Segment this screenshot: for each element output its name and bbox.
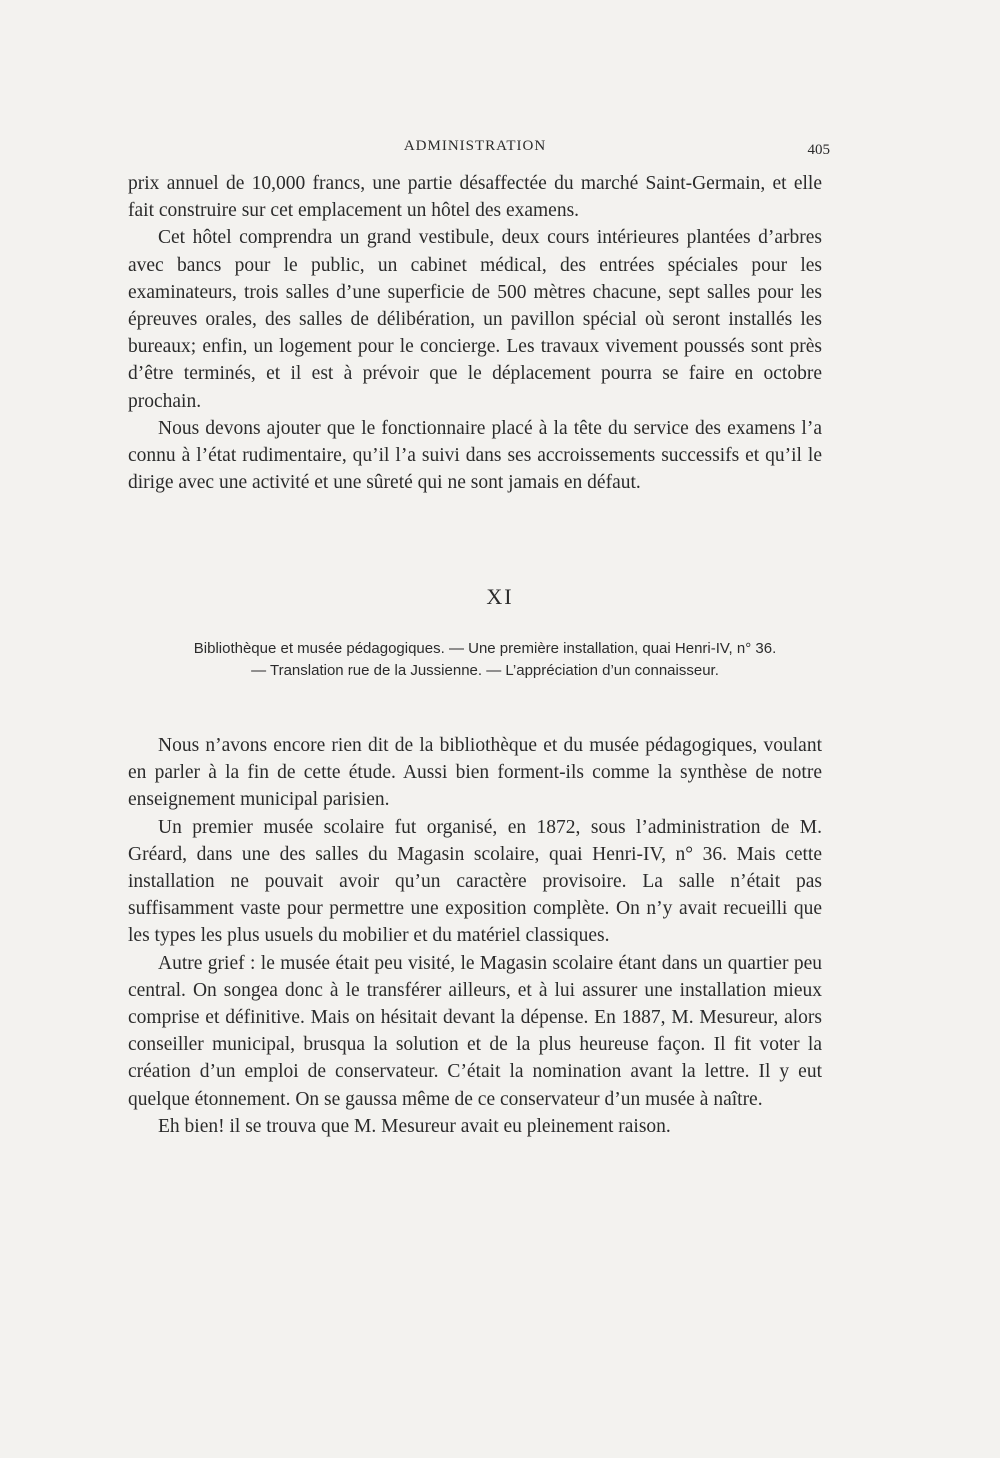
paragraph: prix annuel de 10,000 francs, une partie désaffectée du marché Saint-Germain, et elle fait construire sur cet emplacement un hôtel des examens. [128,173,822,222]
summary-line: Bibliothèque et musée pédagogiques. — Une première installation, quai Henri-IV, n° 36. [193,640,777,657]
text-block-section-xi [128,732,822,1140]
running-title: ADMINISTRATION [403,138,547,154]
text-block-continuation [128,170,822,496]
paragraph: Cet hôtel comprendra un grand vestibule, deux cours intérieures plantées d’arbres avec bancs pour le public, un cabinet médical, des entrées spéciales pour les examinateurs, trois salles d’une superficie de 500 mètres chacune, sept salles pour les épreuves orales, des salles de délibération, un pavillon spécial où seront installés les bureaux; enfin, un logement pour le concierge. Les travaux vivement poussés sont près d’être terminés, et il est à prévoir que le déplacement pourra se faire en octobre prochain. [128,227,822,412]
section-summary [140,638,830,682]
summary-line: — Translation rue de la Jussienne. — L’appréciation d’un connaisseur. [251,662,719,679]
running-head [130,136,830,160]
page-number: 405 [807,142,830,158]
paragraph: Autre grief : le musée était peu visité, le Magasin scolaire étant dans un quartier peu central. On songea donc à le transférer ailleurs, et à lui assurer une installation mieux comprise et définitive. Mais on hésitait devant la dépense. En 1887, M. Mesureur, alors conseiller municipal, brusqua la solution et de la plus heureuse façon. Il fit voter la création d’un emploi de conservateur. C’était la nomination avant la lettre. Il y eut quelque étonnement. On se gaussa même de ce conservateur d’un musée à naître. [128,952,822,1110]
paragraph: Nous n’avons encore rien dit de la bibliothèque et du musée pédagogiques, voulant en parler à la fin de cette étude. Aussi bien forment-ils comme la synthèse de notre enseignement municipal parisien. [128,735,822,811]
paragraph: Eh bien! il se trouva que M. Mesureur avait eu pleinement raison. [158,1115,671,1137]
paragraph: Nous devons ajouter que le fonctionnaire placé à la tête du service des examens l’a connu à l’état rudimentaire, qu’il l’a suivi dans ses accroissements successifs et qu’il le dirige avec une activité et une sûreté qui ne sont jamais en défaut. [128,417,822,494]
paragraph: Un premier musée scolaire fut organisé, en 1872, sous l’administration de M. Gréard, dans une des salles du Magasin scolaire, quai Henri-IV, n° 36. Mais cette installation ne pouvait avoir qu’un caractère provisoire. La salle n’était pas suffisamment vaste pour permettre une exposition complète. On n’y avait recueilli que les types les plus usuels du mobilier et du matériel classiques. [128,816,822,947]
section-number: XI [486,584,514,609]
